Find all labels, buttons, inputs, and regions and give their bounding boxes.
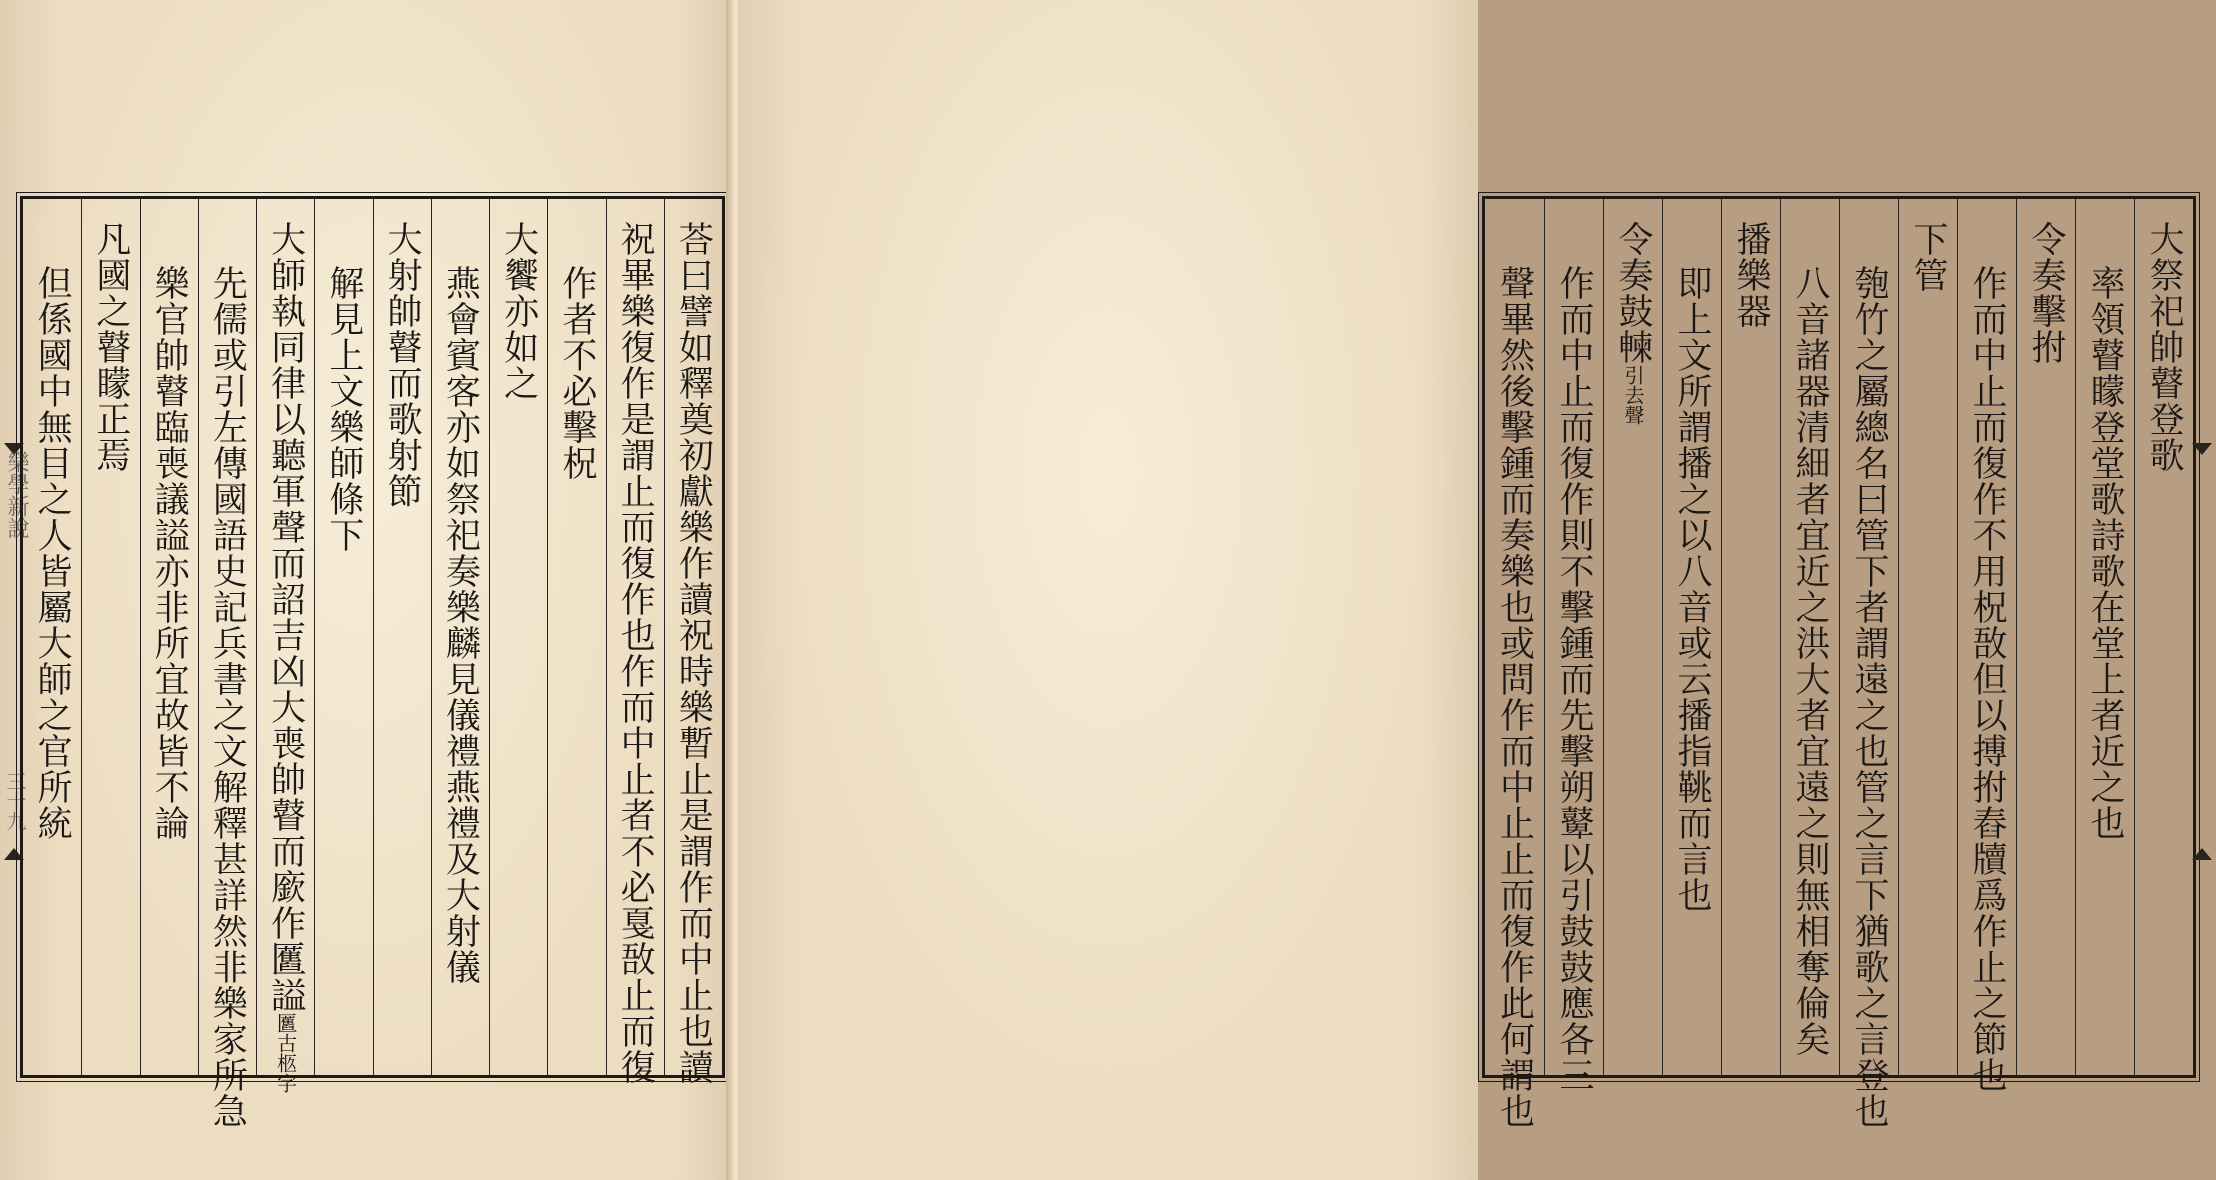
column-text: 聲畢然後擊鍾而奏樂也或問作而中止止而復作此何謂也 [1494,265,1535,1129]
text-column [140,199,198,1075]
column-text: 率領瞽矇登堂歌詩歌在堂上者近之也 [2085,265,2125,841]
text-column [373,199,431,1075]
text-column [2016,199,2075,1075]
text-column [1721,199,1780,1075]
fish-tail-mark-icon [2190,441,2214,467]
column-text: 但係國中無目之人皆屬大師之官所統 [32,265,73,841]
column-text: 荅曰譬如釋奠初獻樂作讀祝時樂暫止是謂作而中止也讀 [673,221,714,1085]
page-number: 三十九 [3,771,27,831]
text-column [1898,199,1957,1075]
text-column [547,199,605,1075]
left-text-columns [23,199,722,1129]
right-page-fold-margin [2188,196,2216,1078]
column-text: 大饗亦如之 [498,221,539,401]
column-text: 令奏鼓朄 [1613,221,1653,365]
column-text: 大師執同律以聽軍聲而詔吉凶大喪帥瞽而廞作匶謚 [265,221,306,1013]
column-text: 先儒或引左傳國語史記兵書之文解釋甚詳然非樂家所急 [207,265,248,1129]
column-text: 解見上文樂師條下 [323,265,364,553]
text-column [2075,199,2134,1075]
text-column [198,199,256,1129]
text-column [256,199,314,1093]
fish-tail-mark-icon [2190,836,2214,862]
column-text: 燕會賓客亦如祭祀奏樂麟見儀禮燕禮及大射儀 [440,265,481,985]
column-text: 下管 [1908,221,1948,293]
interlinear-note: 引去聲 [1621,365,1645,425]
column-text: 祝畢樂復作是謂止而復作也作而中止者不必戛敔止而復 [615,221,656,1085]
text-column [1544,199,1603,1093]
text-column [1485,199,1544,1129]
column-text: 樂官帥瞽臨喪議謚亦非所宜故皆不論 [149,265,190,841]
column-text: 大射帥瞽而歌射節 [382,221,423,509]
text-column [606,199,664,1085]
right-text-frame [1482,196,2196,1129]
interlinear-note: 匶古柩字 [273,1013,298,1093]
column-text: 播樂器 [1731,221,1771,329]
column-text: 凡國之瞽矇正焉 [90,221,131,473]
text-column [1780,199,1839,1075]
left-page [0,0,736,1180]
text-column [23,199,81,1075]
column-text: 即上文所謂播之以八音或云播指鞉而言也 [1672,265,1712,913]
text-column [1603,199,1662,1075]
text-column [314,199,372,1075]
column-text: 作而中止而復作則不擊鍾而先擊朔鼙以引鼓鼓應各三 [1554,265,1594,1093]
text-column [489,199,547,1075]
left-text-frame [20,196,725,1129]
text-column [81,199,139,1075]
column-text: 令奏擊拊 [2026,221,2066,365]
fold-title: 樂學新說 [4,451,29,539]
text-column [2134,199,2193,1075]
column-text: 匏竹之屬總名曰管下者謂遠之也管之言下猶歌之言登也 [1849,265,1889,1129]
text-column [664,199,722,1085]
text-column [431,199,489,1075]
column-text: 作者不必擊柷 [556,265,597,481]
column-text: 作而中止而復作不用柷敔但以搏拊舂牘爲作止之節也 [1967,265,2007,1093]
right-page [738,0,2184,1180]
text-column [1957,199,2016,1093]
text-column [1662,199,1721,1075]
right-text-columns [1485,199,2193,1129]
column-text: 大祭祀帥瞽登歌 [2144,221,2184,473]
column-text: 八音諸器清細者宜近之洪大者宜遠之則無相奪倫矣 [1790,265,1830,1057]
text-column [1839,199,1898,1129]
